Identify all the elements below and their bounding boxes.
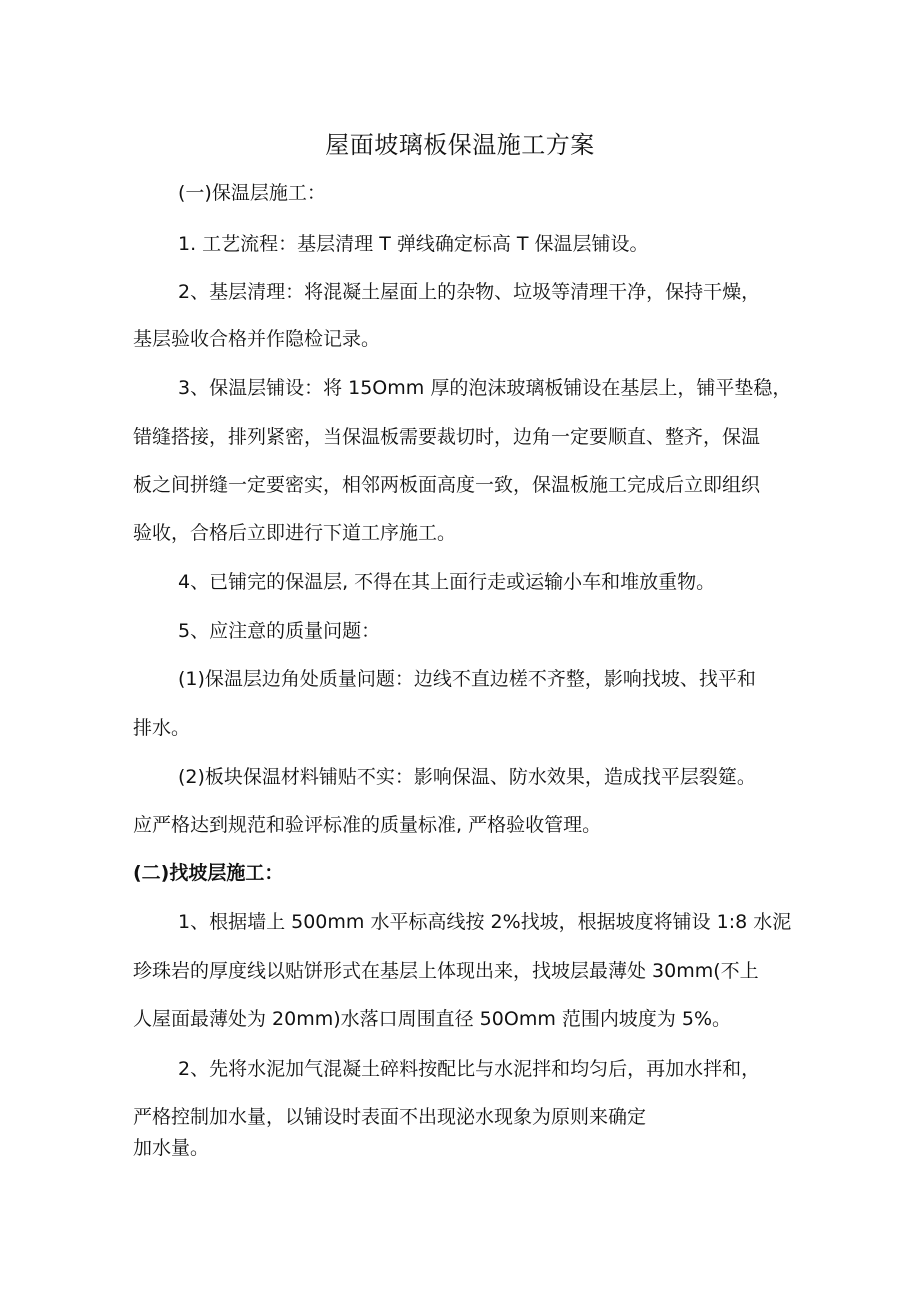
- paragraph-line: 1. 工艺流程：基层清理 T 弹线确定标高 T 保温层铺设。: [178, 233, 649, 255]
- paragraph-line: 2、基层清理：将混凝土屋面上的杂物、垃圾等清理干净，保持干燥，: [178, 281, 761, 303]
- paragraph-line: 人屋面最薄处为 20mm)水落口周围直径 50Omm 范围内坡度为 5%。: [133, 1008, 732, 1030]
- paragraph-line: 错缝搭接，排列紧密，当保温板需要裁切时，边角一定要顺直、整齐，保温: [133, 426, 761, 448]
- paragraph-line: 加水量。: [133, 1137, 210, 1159]
- paragraph-line: (1)保温层边角处质量问题：边线不直边槎不齐整，影响找坡、找平和: [178, 668, 756, 690]
- document-title: 屋面坡璃板保温施工方案: [325, 131, 595, 159]
- paragraph-line: 排水。: [133, 717, 191, 739]
- paragraph-line: 2、先将水泥加气混凝土碎料按配比与水泥拌和均匀后，再加水拌和，: [178, 1058, 761, 1080]
- paragraph-line: 应严格达到规范和验评标准的质量标准, 严格验收管理。: [133, 814, 602, 836]
- paragraph-line: 3、保温层铺设：将 15Omm 厚的泡沫玻璃板铺设在基层上，铺平垫稳，: [178, 377, 792, 399]
- paragraph-line: 板之间拼缝一定要密实，相邻两板面高度一致，保温板施工完成后立即组织: [133, 474, 761, 496]
- section-heading-slope: (二)找坡层施工：: [133, 862, 284, 884]
- paragraph-line: 4、已铺完的保温层, 不得在其上面行走或运输小车和堆放重物。: [178, 571, 716, 593]
- paragraph-line: 严格控制加水量，以铺设时表面不出现泌水现象为原则来确定: [133, 1106, 647, 1128]
- paragraph-line: 珍珠岩的厚度线以贴饼形式在基层上体现出来，找坡层最薄处 30mm(不上: [133, 960, 759, 982]
- paragraph-line: 5、应注意的质量问题：: [178, 620, 381, 642]
- paragraph-line: 验收，合格后立即进行下道工序施工。: [133, 522, 457, 544]
- paragraph-line: 1、根据墙上 500mm 水平标高线按 2%找坡，根据坡度将铺设 1:8 水泥: [178, 911, 792, 933]
- section-heading-insulation: (一)保温层施工：: [178, 182, 326, 204]
- paragraph-line: 基层验收合格并作隐检记录。: [133, 328, 381, 350]
- paragraph-line: (2)板块保温材料铺贴不实：影响保温、防水效果，造成找平层裂筵。: [178, 766, 756, 788]
